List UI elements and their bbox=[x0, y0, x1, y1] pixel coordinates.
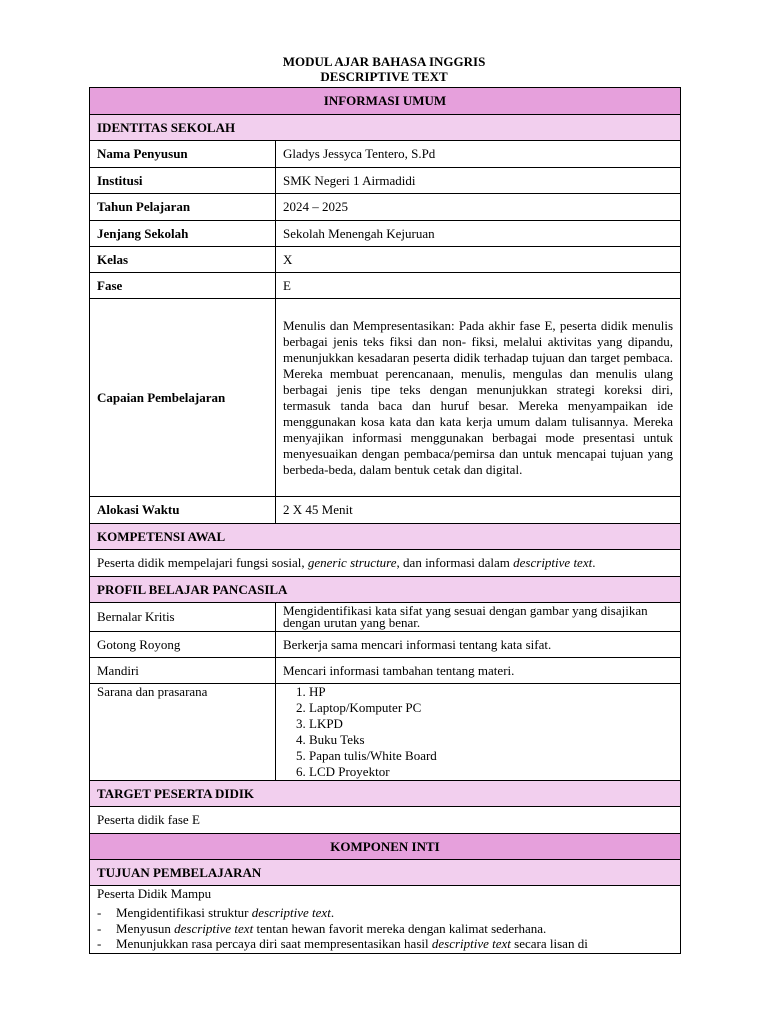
table-row bbox=[90, 684, 681, 781]
document-title: MODUL AJAR BAHASA INGGRIS bbox=[282, 54, 486, 69]
list-item: 4. Buku Teks bbox=[309, 732, 673, 748]
document-subtitle: DESCRIPTIVE TEXT bbox=[320, 69, 448, 84]
list-item: - Menunjukkan rasa percaya diri saat mempresentasikan hasil descriptive text secara lisan di bbox=[97, 936, 673, 952]
row-value: E bbox=[276, 273, 681, 299]
kompetensi-awal-heading: KOMPETENSI AWAL bbox=[90, 524, 681, 550]
module-table bbox=[89, 87, 681, 954]
table-row bbox=[90, 273, 681, 299]
row-value: SMK Negeri 1 Airmadidi bbox=[276, 168, 681, 194]
profil-value: Mengidentifikasi kata sifat yang sesuai dengan gambar yang disajikan dengan urutan yang benar. bbox=[276, 603, 681, 632]
profil-label: Bernalar Kritis bbox=[90, 603, 276, 632]
profil-value: Berkerja sama mencari informasi tentang kata sifat. bbox=[276, 632, 681, 658]
row-value: 2024 – 2025 bbox=[276, 194, 681, 221]
capaian-text: Menulis dan Mempresentasikan: Pada akhir fase E, peserta didik menulis berbagai jenis teks fiksi dan non- fiksi, melalui aktivitas yang dipandu, menunjukkan kesadaran peserta didik terhadap tujuan dan target pembaca. Mereka membuat perencanaan, menulis, mengulas dan menulis ulang berbagai jenis tipe teks dengan menunjukkan strategi koreksi diri, termasuk tanda baca dan huruf besar. Mereka menyampaikan ide menggunakan kosa kata dan kata kerja umum dalam tulisannya. Mereka menyajikan informasi menggunakan berbagai mode presentasi untuk menyesuaikan dengan pembaca/pemirsa dan untuk mencapai tujuan yang berbeda-beda, dalam bentuk cetak dan digital. bbox=[276, 299, 681, 497]
row-label: Tahun Pelajaran bbox=[90, 194, 276, 221]
table-row bbox=[90, 221, 681, 247]
table-row bbox=[90, 632, 681, 658]
row-value: Gladys Jessyca Tentero, S.Pd bbox=[276, 141, 681, 168]
profil-label: Mandiri bbox=[90, 658, 276, 684]
kompetensi-awal-text: Peserta didik mempelajari fungsi sosial, generic structure, dan informasi dalam descriptive text. bbox=[90, 550, 681, 577]
list-item: - Mengidentifikasi struktur descriptive text. bbox=[97, 905, 673, 921]
row-value: X bbox=[276, 247, 681, 273]
informasi-umum-heading: INFORMASI UMUM bbox=[90, 88, 681, 115]
table-row bbox=[90, 497, 681, 524]
capaian-label: Capaian Pembelajaran bbox=[90, 299, 276, 497]
list-item: 2. Laptop/Komputer PC bbox=[309, 700, 673, 716]
row-label: Jenjang Sekolah bbox=[90, 221, 276, 247]
sarana-label: Sarana dan prasarana bbox=[90, 684, 276, 781]
list-item: - Menyusun descriptive text tentan hewan favorit mereka dengan kalimat sederhana. bbox=[97, 921, 673, 937]
row-value: Sekolah Menengah Kejuruan bbox=[276, 221, 681, 247]
row-label: Kelas bbox=[90, 247, 276, 273]
row-label: Nama Penyusun bbox=[90, 141, 276, 168]
target-text: Peserta didik fase E bbox=[90, 807, 681, 834]
alokasi-label: Alokasi Waktu bbox=[90, 497, 276, 524]
alokasi-value: 2 X 45 Menit bbox=[276, 497, 681, 524]
table-row bbox=[90, 141, 681, 168]
tujuan-intro: Peserta Didik Mampu bbox=[97, 886, 212, 901]
row-label: Fase bbox=[90, 273, 276, 299]
tujuan-heading: TUJUAN PEMBELAJARAN bbox=[90, 860, 681, 886]
table-row bbox=[90, 603, 681, 632]
list-item: 3. LKPD bbox=[309, 716, 673, 732]
list-item: 5. Papan tulis/White Board bbox=[309, 748, 673, 764]
tujuan-list bbox=[97, 905, 673, 952]
list-item: 1. HP bbox=[309, 684, 673, 700]
target-heading: TARGET PESERTA DIDIK bbox=[90, 781, 681, 807]
profil-label: Gotong Royong bbox=[90, 632, 276, 658]
table-row bbox=[90, 658, 681, 684]
table-row bbox=[90, 247, 681, 273]
sarana-list bbox=[283, 684, 673, 780]
row-label: Institusi bbox=[90, 168, 276, 194]
identitas-sekolah-heading: IDENTITAS SEKOLAH bbox=[90, 115, 681, 141]
list-item: 6. LCD Proyektor bbox=[309, 764, 673, 780]
komponen-inti-heading: KOMPONEN INTI bbox=[90, 834, 681, 860]
profil-pancasila-heading: PROFIL BELAJAR PANCASILA bbox=[90, 577, 681, 603]
table-row bbox=[90, 299, 681, 497]
table-row bbox=[90, 194, 681, 221]
profil-value: Mencari informasi tambahan tentang materi. bbox=[276, 658, 681, 684]
table-row bbox=[90, 168, 681, 194]
